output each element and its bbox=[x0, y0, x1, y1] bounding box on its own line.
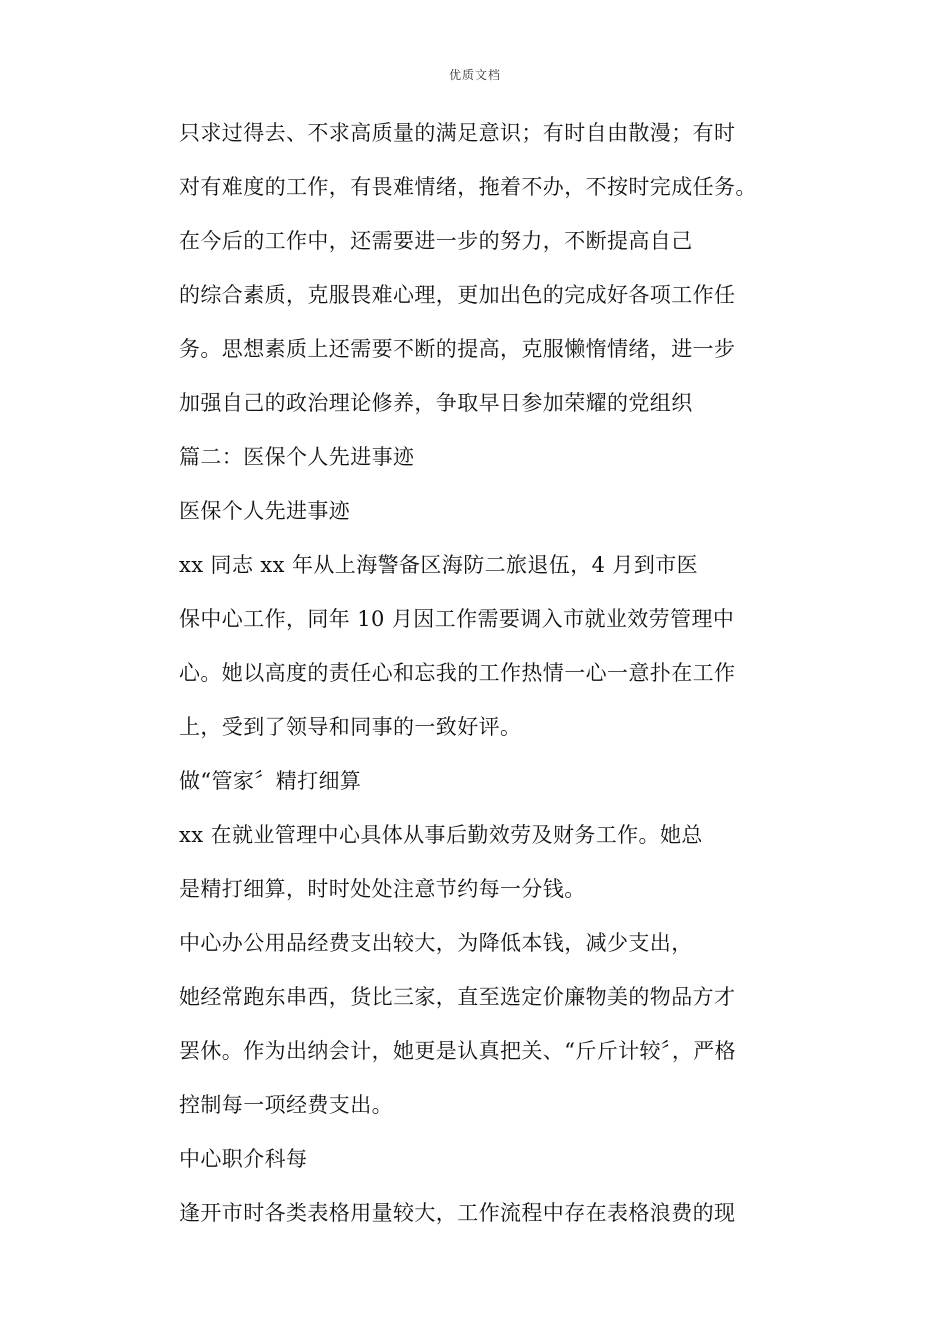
subsection-heading: 做“管家〞精打细算 bbox=[179, 769, 362, 793]
text-line: 是精打细算，时时处处注意节约每一分钱。 bbox=[179, 877, 586, 901]
text-line: 罢休。作为出纳会计，她更是认真把关、“斤斤计较〞，严格 bbox=[179, 1039, 737, 1063]
text-line: 在今后的工作中，还需要进一步的努力，不断提高自己 bbox=[179, 229, 693, 253]
text-line: 务。思想素质上还需要不断的提高，克服懒惰情绪，进一步 bbox=[179, 337, 736, 361]
text-line: 逢开市时各类表格用量较大，工作流程中存在表格浪费的现 bbox=[179, 1201, 736, 1225]
section-heading: 篇二：医保个人先进事迹 bbox=[179, 445, 415, 469]
text-line: 加强自己的政治理论修养，争取早日参加荣耀的党组织 bbox=[179, 391, 693, 415]
text-line: 中心办公用品经费支出较大，为降低本钱，减少支出， bbox=[179, 931, 693, 955]
text-line: 中心职介科每 bbox=[179, 1147, 308, 1171]
text-line: 的综合素质，克服畏难心理，更加出色的完成好各项工作任 bbox=[179, 283, 736, 307]
text-line: 她经常跑东串西，货比三家，直至选定价廉物美的物品方才 bbox=[179, 985, 736, 1009]
text-line: 保中心工作，同年 10 月因工作需要调入市就业效劳管理中 bbox=[179, 607, 735, 631]
text-line: 控制每一项经费支出。 bbox=[179, 1093, 393, 1117]
text-line: 对有难度的工作，有畏难情绪，拖着不办，不按时完成任务。 bbox=[179, 175, 757, 199]
text-line: xx 在就业管理中心具体从事后勤效劳及财务工作。她总 bbox=[179, 823, 703, 847]
text-line: xx 同志 xx 年从上海警备区海防二旅退伍，4 月到市医 bbox=[179, 553, 699, 577]
page-header: 优质文档 bbox=[448, 68, 501, 82]
text-line: 上，受到了领导和同事的一致好评。 bbox=[179, 715, 522, 739]
article-title: 医保个人先进事迹 bbox=[179, 499, 351, 523]
text-line: 只求过得去、不求高质量的满足意识；有时自由散漫；有时 bbox=[179, 121, 736, 145]
document-body bbox=[179, 106, 819, 1240]
text-line: 心。她以高度的责任心和忘我的工作热情一心一意扑在工作 bbox=[179, 661, 736, 685]
